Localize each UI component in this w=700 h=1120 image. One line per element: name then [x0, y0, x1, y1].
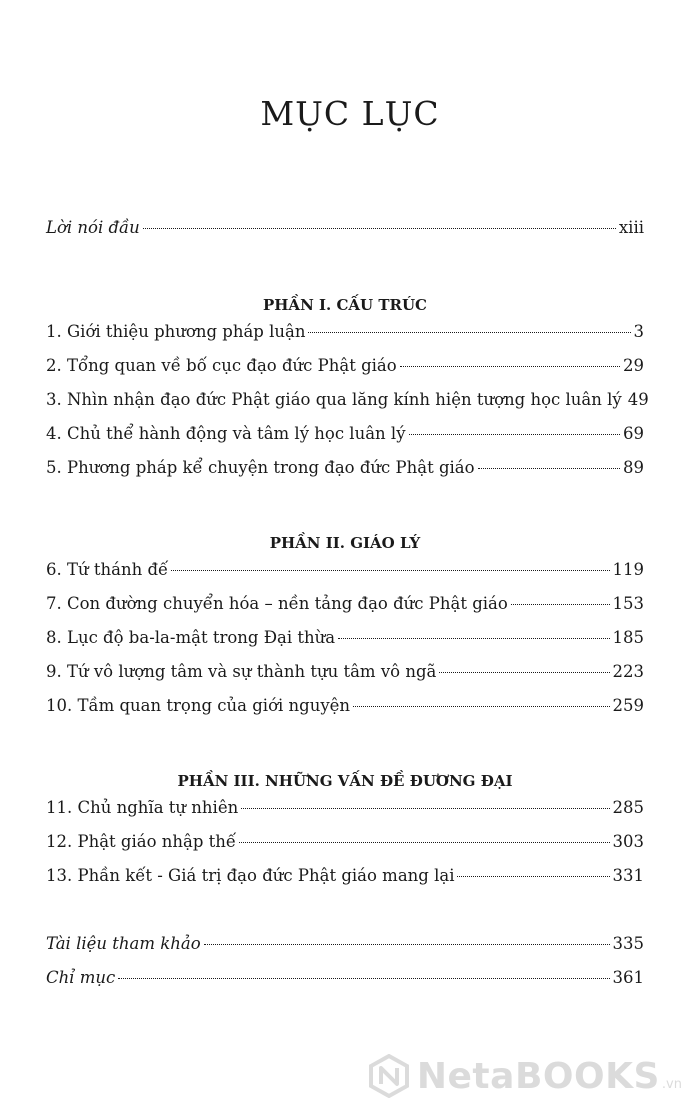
watermark-brand: NetaBOOKS	[416, 1055, 660, 1097]
toc-entry-label: Chỉ mục	[46, 968, 116, 987]
dot-leader	[478, 468, 620, 469]
toc-entry-label: 11. Chủ nghĩa tự nhiên	[46, 798, 239, 817]
toc-entry[interactable]	[46, 322, 644, 356]
toc-entry-page: 49	[627, 390, 649, 409]
toc-entry-label: 5. Phương pháp kể chuyện trong đạo đức Phật giáo	[46, 458, 475, 477]
toc-entry-page: 29	[623, 356, 644, 375]
dot-leader	[204, 944, 610, 945]
toc-entry-label: 9. Tứ vô lượng tâm và sự thành tựu tâm vô ngã	[46, 662, 437, 681]
table-of-contents	[46, 218, 649, 1002]
toc-entry-page: 3	[633, 322, 644, 341]
dot-leader	[400, 366, 620, 367]
toc-entry-page: 331	[612, 866, 644, 885]
toc-entry-page: 119	[612, 560, 644, 579]
page-title: MỤC LỤC	[260, 94, 440, 134]
toc-entry-label: 6. Tứ thánh đế	[46, 560, 169, 579]
toc-entry-label: 13. Phần kết - Giá trị đạo đức Phật giáo mang lại	[46, 866, 455, 885]
dot-leader	[239, 842, 609, 843]
dot-leader	[241, 808, 609, 809]
toc-entry-page: 153	[612, 594, 644, 613]
part-heading-3: PHẦN III. NHỮNG VẤN ĐỀ ĐƯƠNG ĐẠI	[177, 772, 513, 790]
toc-entry-label: 3. Nhìn nhận đạo đức Phật giáo qua lăng kính hiện tượng học luân lý	[46, 390, 622, 409]
toc-entry[interactable]	[46, 594, 644, 628]
toc-entry[interactable]	[46, 832, 644, 866]
dot-leader	[338, 638, 609, 639]
dot-leader	[511, 604, 610, 605]
netabooks-logo-icon	[367, 1054, 411, 1098]
toc-entry-label: 2. Tổng quan về bố cục đạo đức Phật giáo	[46, 356, 397, 375]
toc-entry-page: 285	[612, 798, 644, 817]
toc-entry-page: 69	[623, 424, 644, 443]
watermark-suffix: .vn	[661, 1077, 682, 1092]
toc-entry[interactable]	[46, 866, 644, 900]
toc-entry-label: Tài liệu tham khảo	[46, 934, 201, 953]
part-heading-1: PHẦN I. CẤU TRÚC	[262, 296, 427, 314]
dot-leader	[409, 434, 620, 435]
part-heading-2: PHẦN II. GIÁO LÝ	[269, 534, 421, 552]
toc-entry-index[interactable]	[46, 968, 644, 1002]
toc-entry-label: Lời nói đầu	[46, 218, 140, 237]
toc-entry-page: xiii	[618, 218, 644, 237]
dot-leader	[308, 332, 630, 333]
toc-entry[interactable]	[46, 356, 644, 390]
toc-entry-references[interactable]	[46, 934, 644, 968]
toc-entry-label: 12. Phật giáo nhập thế	[46, 832, 237, 851]
dot-leader	[171, 570, 609, 571]
toc-entry[interactable]	[46, 458, 644, 492]
toc-entry-page: 335	[612, 934, 644, 953]
toc-entry[interactable]	[46, 560, 644, 594]
toc-entry-page: 185	[612, 628, 644, 647]
toc-entry-page: 259	[612, 696, 644, 715]
toc-entry-label: 8. Lục độ ba-la-mật trong Đại thừa	[46, 628, 336, 647]
toc-entry-page: 361	[612, 968, 644, 987]
dot-leader	[457, 876, 609, 877]
dot-leader	[439, 672, 609, 673]
toc-entry-page: 223	[612, 662, 644, 681]
toc-entry-label: 7. Con đường chuyển hóa – nền tảng đạo đức Phật giáo	[46, 594, 508, 613]
toc-entry[interactable]	[46, 798, 644, 832]
toc-entry[interactable]	[46, 390, 649, 424]
dot-leader	[118, 978, 609, 979]
dot-leader	[353, 706, 609, 707]
watermark	[367, 1054, 682, 1098]
toc-entry[interactable]	[46, 424, 644, 458]
toc-entry-intro[interactable]	[46, 218, 644, 252]
toc-entry[interactable]	[46, 662, 644, 696]
toc-entry-label: 4. Chủ thể hành động và tâm lý học luân lý	[46, 424, 406, 443]
toc-entry-page: 89	[623, 458, 644, 477]
toc-entry[interactable]	[46, 628, 644, 662]
toc-entry-label: 10. Tầm quan trọng của giới nguyện	[46, 696, 351, 715]
toc-entry-label: 1. Giới thiệu phương pháp luận	[46, 322, 306, 341]
toc-entry[interactable]	[46, 696, 644, 730]
toc-entry-page: 303	[612, 832, 644, 851]
dot-leader	[143, 228, 616, 229]
